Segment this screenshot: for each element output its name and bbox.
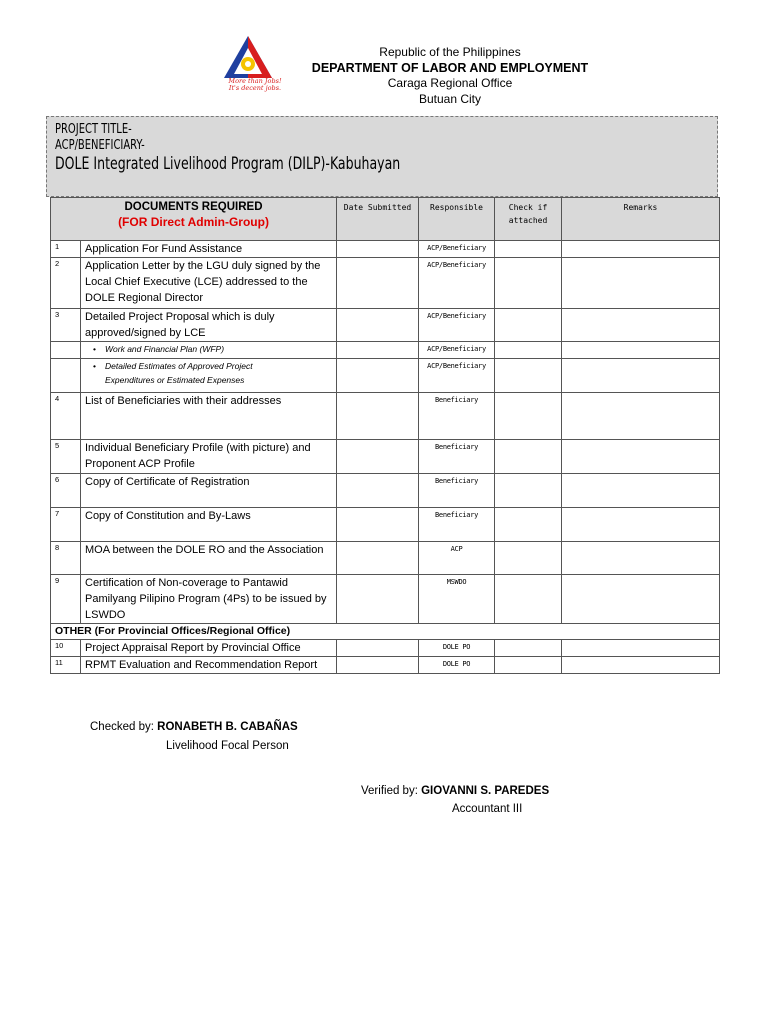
remarks-cell[interactable] — [562, 508, 720, 542]
remarks-cell[interactable] — [562, 657, 720, 674]
check-attached-cell[interactable] — [495, 640, 562, 657]
date-submitted-cell[interactable] — [337, 258, 419, 309]
header-responsible: Responsible — [419, 198, 495, 241]
verified-by-title: Accountant III — [452, 803, 523, 815]
table-row — [51, 474, 720, 508]
date-submitted-cell[interactable] — [337, 342, 419, 359]
sub-document-name-cont: Expenditures or Estimated Expenses — [105, 375, 245, 385]
row-number: 9 — [51, 575, 81, 624]
table-header-row — [51, 198, 720, 241]
document-name: RPMT Evaluation and Recommendation Report — [81, 657, 337, 674]
verified-by-block — [361, 782, 549, 800]
header-remarks: Remarks — [562, 198, 720, 241]
table-row — [51, 640, 720, 657]
remarks-cell[interactable] — [562, 241, 720, 258]
check-attached-cell[interactable] — [495, 542, 562, 575]
row-number: 8 — [51, 542, 81, 575]
date-submitted-cell[interactable] — [337, 575, 419, 624]
responsible-cell: Beneficiary — [419, 508, 495, 542]
dole-logo — [218, 34, 312, 100]
row-number: 6 — [51, 474, 81, 508]
table-row — [51, 258, 720, 309]
responsible-cell: ACP/Beneficiary — [419, 359, 495, 393]
header-documents-required — [51, 198, 337, 241]
remarks-cell[interactable] — [562, 342, 720, 359]
responsible-cell: MSWDO — [419, 575, 495, 624]
check-attached-cell[interactable] — [495, 657, 562, 674]
letterhead — [300, 45, 600, 107]
responsible-cell: Beneficiary — [419, 393, 495, 440]
row-number — [51, 359, 81, 393]
responsible-cell: DOLE PO — [419, 657, 495, 674]
date-submitted-cell[interactable] — [337, 309, 419, 342]
header-city: Butuan City — [418, 91, 482, 106]
row-number: 4 — [51, 393, 81, 440]
document-name: List of Beneficiaries with their addresses — [81, 393, 337, 440]
sub-document-item — [81, 359, 337, 393]
check-attached-cell[interactable] — [495, 440, 562, 474]
table-row — [51, 440, 720, 474]
documents-table — [50, 197, 720, 674]
table-row — [51, 241, 720, 258]
row-number: 5 — [51, 440, 81, 474]
checked-by-name: RONABETH B. CABAÑAS — [157, 721, 298, 733]
table-row — [51, 393, 720, 440]
remarks-cell[interactable] — [562, 359, 720, 393]
responsible-cell: DOLE PO — [419, 640, 495, 657]
date-submitted-cell[interactable] — [337, 508, 419, 542]
remarks-cell[interactable] — [562, 440, 720, 474]
responsible-cell: Beneficiary — [419, 474, 495, 508]
check-attached-cell[interactable] — [495, 508, 562, 542]
responsible-cell: Beneficiary — [419, 440, 495, 474]
header-republic: Republic of the Philippines — [379, 45, 521, 59]
project-title-box — [46, 116, 718, 197]
check-attached-cell[interactable] — [495, 393, 562, 440]
document-name: Copy of Certificate of Registration — [81, 474, 337, 508]
row-number: 1 — [51, 241, 81, 258]
table-row — [51, 309, 720, 342]
date-submitted-cell[interactable] — [337, 640, 419, 657]
remarks-cell[interactable] — [562, 542, 720, 575]
row-number: 3 — [51, 309, 81, 342]
header-check-if-attached: Check if attached — [495, 198, 562, 241]
check-attached-cell[interactable] — [495, 474, 562, 508]
check-attached-cell[interactable] — [495, 342, 562, 359]
responsible-cell: ACP — [419, 542, 495, 575]
checked-by-title: Livelihood Focal Person — [166, 740, 289, 752]
project-title-label: PROJECT TITLE- — [55, 121, 132, 137]
document-name: Project Appraisal Report by Provincial Office — [81, 640, 337, 657]
remarks-cell[interactable] — [562, 640, 720, 657]
header-date-submitted: Date Submitted — [337, 198, 419, 241]
table-row — [51, 575, 720, 624]
check-attached-cell[interactable] — [495, 359, 562, 393]
responsible-cell: ACP/Beneficiary — [419, 342, 495, 359]
document-name: Individual Beneficiary Profile (with picture) and Proponent ACP Profile — [81, 440, 337, 474]
row-number: 10 — [51, 640, 81, 657]
remarks-cell[interactable] — [562, 474, 720, 508]
sub-document-name: Work and Financial Plan (WFP) — [105, 344, 225, 354]
row-number: 2 — [51, 258, 81, 309]
other-section-label: OTHER (For Provincial Offices/Regional Office) — [51, 624, 720, 640]
responsible-cell: ACP/Beneficiary — [419, 258, 495, 309]
checked-by-label: Checked by: — [90, 721, 154, 733]
check-attached-cell[interactable] — [495, 258, 562, 309]
table-row — [51, 657, 720, 674]
documents-required-label: DOCUMENTS REQUIRED — [124, 201, 263, 213]
check-attached-cell[interactable] — [495, 575, 562, 624]
bullet-icon: • — [93, 344, 96, 354]
remarks-cell[interactable] — [562, 309, 720, 342]
verified-by-label: Verified by: — [361, 785, 418, 797]
row-number: 11 — [51, 657, 81, 674]
document-name: MOA between the DOLE RO and the Association — [81, 542, 337, 575]
remarks-cell[interactable] — [562, 258, 720, 309]
beneficiary-label: ACP/BENEFICIARY- — [55, 137, 145, 153]
document-name: Certification of Non-coverage to Pantawid Pamilyang Pilipino Program (4Ps) to be issued by LSWDO — [81, 575, 337, 624]
date-submitted-cell[interactable] — [337, 359, 419, 393]
date-submitted-cell[interactable] — [337, 657, 419, 674]
check-attached-cell[interactable] — [495, 241, 562, 258]
check-attached-cell[interactable] — [495, 309, 562, 342]
sub-document-item — [81, 342, 337, 359]
date-submitted-cell[interactable] — [337, 393, 419, 440]
header-department: DEPARTMENT OF LABOR AND EMPLOYMENT — [311, 60, 589, 75]
section-row — [51, 624, 720, 640]
logo-tagline-2: It's decent jobs. — [228, 84, 282, 92]
program-name: DOLE Integrated Livelihood Program (DILP)-Kabuhayan — [55, 154, 401, 174]
table-row — [51, 342, 720, 359]
date-submitted-cell[interactable] — [337, 474, 419, 508]
checked-by-block — [90, 718, 298, 736]
row-number: 7 — [51, 508, 81, 542]
remarks-cell[interactable] — [562, 575, 720, 624]
document-name: Detailed Project Proposal which is duly approved/signed by LCE — [81, 309, 337, 342]
date-submitted-cell[interactable] — [337, 241, 419, 258]
direct-admin-group-label: (FOR Direct Admin-Group) — [118, 215, 269, 229]
date-submitted-cell[interactable] — [337, 440, 419, 474]
bullet-icon: • — [93, 361, 96, 371]
responsible-cell: ACP/Beneficiary — [419, 309, 495, 342]
responsible-cell: ACP/Beneficiary — [419, 241, 495, 258]
document-name: Application Letter by the LGU duly signed by the Local Chief Executive (LCE) addressed to the DOLE Regional Director — [81, 258, 337, 309]
remarks-cell[interactable] — [562, 393, 720, 440]
header-regional-office: Caraga Regional Office — [387, 76, 513, 90]
verified-by-name: GIOVANNI S. PAREDES — [421, 785, 550, 797]
table-row — [51, 508, 720, 542]
logo-tagline-1: More than Jobs! — [228, 77, 282, 85]
date-submitted-cell[interactable] — [337, 542, 419, 575]
row-number — [51, 342, 81, 359]
document-name: Copy of Constitution and By-Laws — [81, 508, 337, 542]
document-name: Application For Fund Assistance — [81, 241, 337, 258]
table-row — [51, 542, 720, 575]
sub-document-name: Detailed Estimates of Approved Project — [105, 361, 253, 371]
table-row — [51, 359, 720, 393]
